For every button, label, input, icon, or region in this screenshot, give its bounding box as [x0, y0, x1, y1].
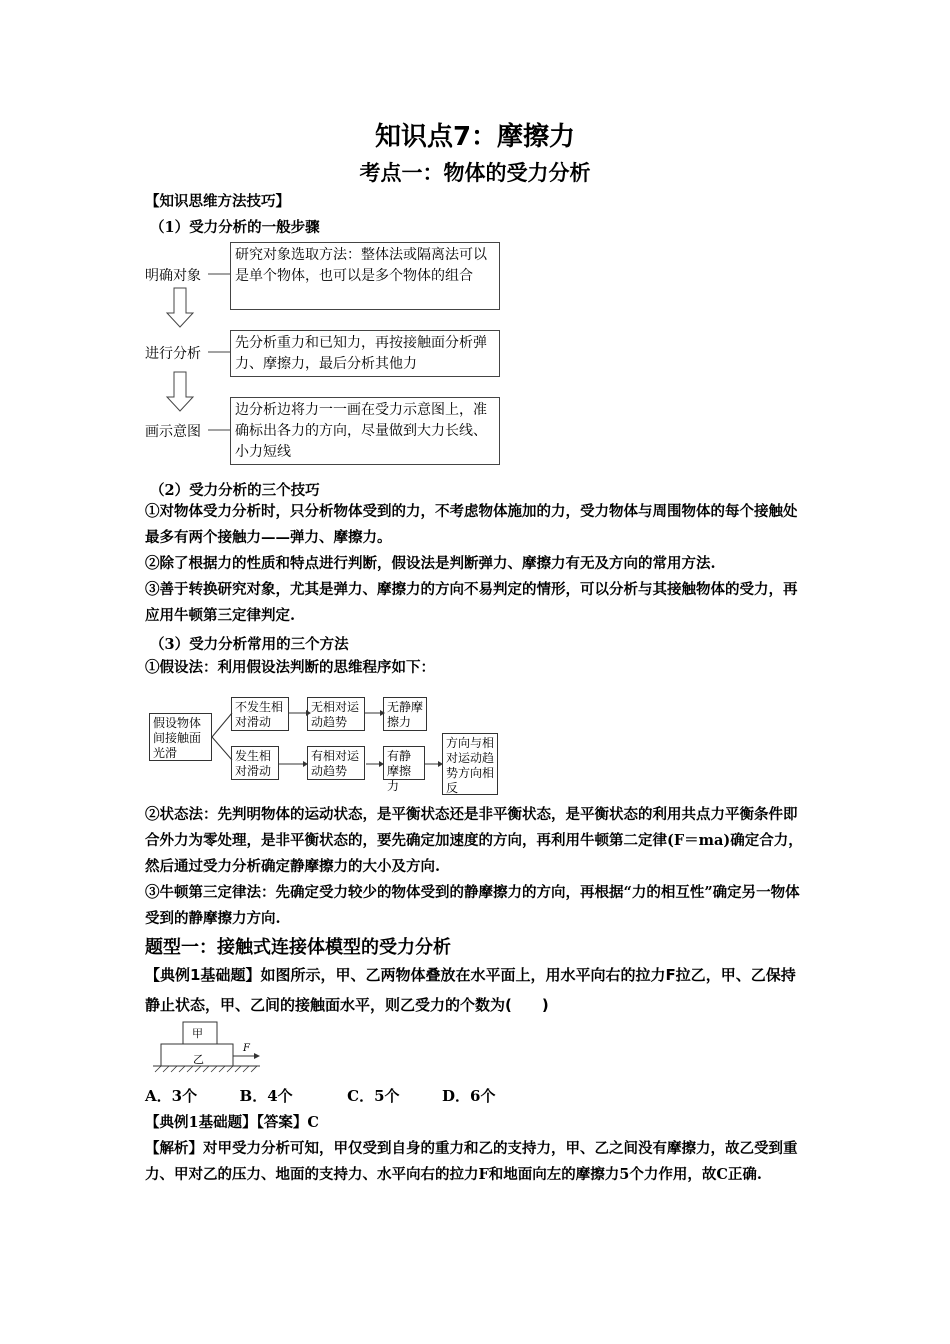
flow1-box-3: 边分析边将力一一画在受力示意图上，准确标出各力的方向，尽量做到大力长线、小力短线: [230, 397, 500, 465]
flow2-bottom-box-4: 方向与相对运动趋势方向相反: [442, 733, 498, 795]
option-d: D．6个: [442, 1087, 496, 1105]
flow2-top-box-3: 无静摩擦力: [383, 697, 427, 731]
flow1-label-1: 明确对象: [145, 268, 201, 284]
analysis-paragraph: [145, 1136, 810, 1188]
flow2-top-box-2: 无相对运动趋势: [307, 697, 365, 731]
flow1-box-1: 研究对象选取方法：整体法或隔离法可以是单个物体，也可以是多个物体的组合: [230, 242, 500, 310]
part2-item-2: ②除了根据力的性质和特点进行判断，假设法是判断弹力、摩擦力有无及方向的常用方法.: [145, 555, 716, 572]
analysis-text: 对甲受力分析可知，甲仅受到自身的重力和乙的支持力，甲、乙之间没有摩擦力，故乙受到重力、甲对乙的压力、地面的支持力、水平向右的拉力F和地面向左的摩擦力5个力作用，故C正确.: [145, 1140, 798, 1183]
options-row: [145, 1085, 495, 1106]
flow2-top-box-1: 不发生相对滑动: [231, 697, 289, 731]
flow2-start-box: 假设物体间接触面光滑: [149, 713, 212, 761]
type1-heading: 题型一：接触式连接体模型的受力分析: [145, 937, 451, 958]
page-subtitle: 考点一：物体的受力分析: [359, 161, 591, 185]
analysis-label: 【解析】: [145, 1140, 203, 1157]
section-header: 【知识思维方法技巧】: [145, 193, 290, 210]
method1-text: ①假设法：利用假设法判断的思维程序如下：: [145, 659, 435, 676]
part2-item-1: ①对物体受力分析时，只分析物体受到的力，不考虑物体施加的力，受力物体与周围物体的每个接触处最多有两个接触力——弹力、摩擦力。: [145, 503, 798, 546]
method3-text: ③牛顿第三定律法：先确定受力较少的物体受到的静摩擦力的方向，再根据“力的相互性”确定另一物体受到的静摩擦力方向.: [145, 884, 800, 927]
part2-title: （2）受力分析的三个技巧: [150, 482, 320, 499]
flow2-bottom-box-1: 发生相对滑动: [231, 746, 279, 780]
figure-graphic: [150, 1018, 270, 1076]
part3-title: （3）受力分析常用的三个方法: [150, 636, 349, 653]
block-top-label: 甲: [192, 1027, 203, 1040]
flow2-bottom-box-2: 有相对运动趋势: [307, 746, 365, 780]
option-b: B．4个: [239, 1087, 293, 1105]
block-bottom-label: 乙: [193, 1053, 204, 1066]
flow1-label-2: 进行分析: [145, 346, 201, 362]
force-arrow-icon: [254, 1053, 260, 1059]
flow2-bottom-box-3: 有静摩擦力: [383, 746, 425, 780]
page-title: 知识点7：摩擦力: [374, 122, 576, 152]
example1-question: 【典例1基础题】如图所示，甲、乙两物体叠放在水平面上，用水平向右的拉力F拉乙，甲、乙保持静止状态，甲、乙间的接触面水平，则乙受力的个数为( ): [145, 966, 796, 1014]
flow1-box-2: 先分析重力和已知力，再按接触面分析弹力、摩擦力，最后分析其他力: [230, 330, 500, 377]
flow1-label-3: 画示意图: [145, 424, 201, 440]
part1-title: （1）受力分析的一般步骤: [150, 219, 320, 236]
option-c: C．5个: [347, 1087, 400, 1105]
method2-text: ②状态法：先判明物体的运动状态，是平衡状态还是非平衡状态，是平衡状态的利用共点力平衡条件即合外力为零处理，是非平衡状态的，要先确定加速度的方向，再利用牛顿第二定律(F＝ma)确定合力，然后通过受力分析确定静摩擦力的大小及方向.: [145, 806, 803, 875]
flow1-connectors: [0, 0, 950, 480]
force-label: F: [243, 1043, 250, 1054]
down-arrow-icon: [167, 288, 193, 327]
answer-line: 【典例1基础题】【答案】C: [145, 1114, 319, 1131]
part2-item-3: ③善于转换研究对象，尤其是弹力、摩擦力的方向不易判定的情形，可以分析与其接触物体的受力，再应用牛顿第三定律判定.: [145, 581, 798, 624]
down-arrow-icon: [167, 372, 193, 411]
option-a: A．3个: [145, 1087, 198, 1105]
